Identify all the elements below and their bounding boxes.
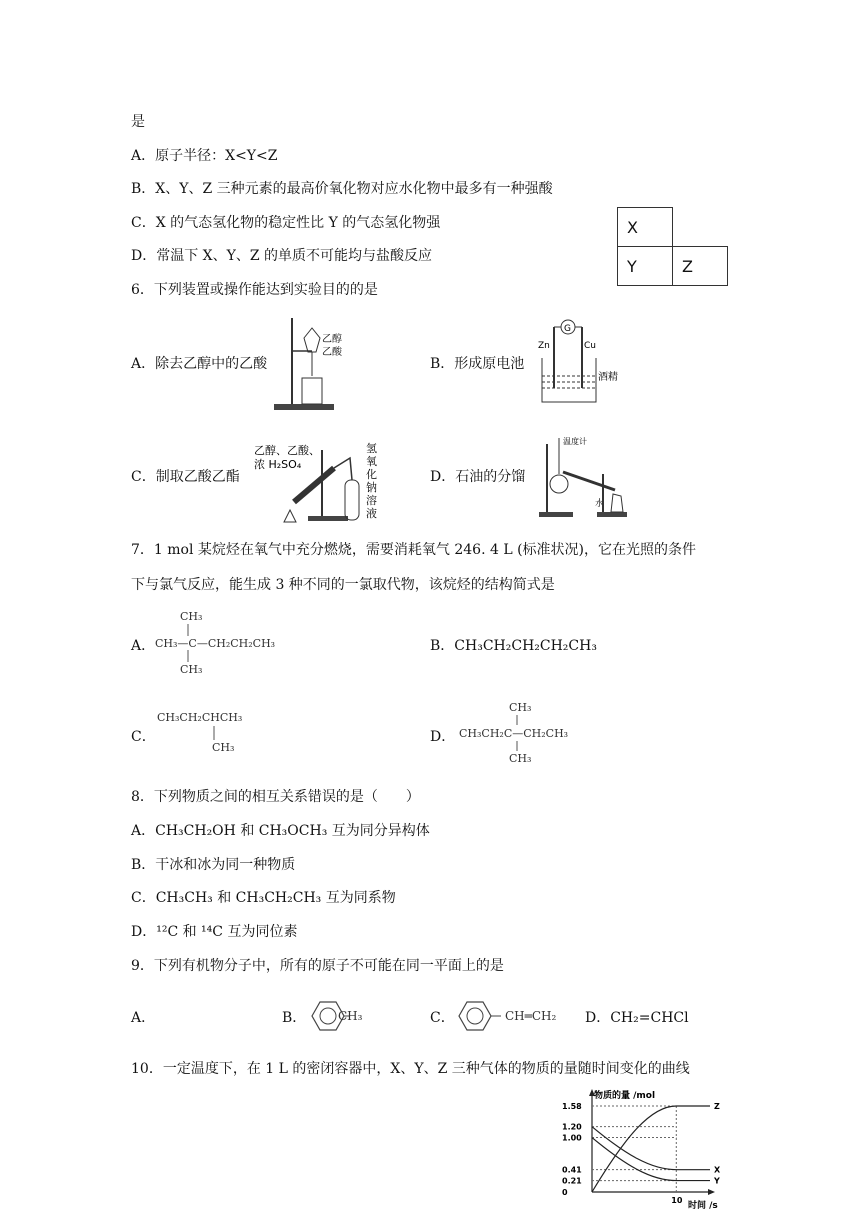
fig-c-naoh-6: 液 (366, 507, 377, 520)
q8-option-b: B．干冰和冰为同一种物质 (131, 857, 296, 873)
separatory-funnel-figure (272, 316, 348, 416)
fig-b-cu: Cu (584, 341, 596, 351)
q7-a-bonds (184, 622, 194, 666)
fig-c-naoh-3: 化 (366, 468, 377, 481)
q6-option-b: B．形成原电池 (430, 356, 525, 372)
fig-d-water: 水 (595, 499, 605, 509)
q6-option-d: D．石油的分馏 (430, 469, 526, 485)
q7-c-bond (210, 724, 220, 742)
q5-option-a: A．原子半径：X<Y<Z (131, 148, 278, 164)
q7-stem-line2: 下与氯气反应，能生成 3 种不同的一氯取代物，该烷烃的结构简式是 (131, 577, 555, 593)
series-line-y (592, 1138, 710, 1181)
q7-option-b: B．CH₃CH₂CH₂CH₂CH₃ (430, 638, 597, 654)
distillation-figure (537, 434, 633, 520)
grid-cell-empty (673, 208, 728, 247)
y-tick-label: 1.00 (562, 1133, 582, 1143)
toluene-methyl: CH₃ (338, 1009, 363, 1023)
grid-cell-z: Z (673, 247, 728, 286)
q9-option-b: B． (282, 1010, 307, 1026)
q7-a-bot: CH₃ (180, 663, 203, 676)
fig-b-galvanometer: G (564, 324, 571, 334)
q9-stem: 9．下列有机物分子中，所有的原子不可能在同一平面上的是 (131, 958, 504, 974)
q8-option-d: D．¹²C 和 ¹⁴C 互为同位素 (131, 924, 298, 940)
series-label-z: Z (714, 1101, 720, 1111)
q5-option-c: C．X 的气态氢化物的稳定性比 Y 的气态氢化物强 (131, 215, 441, 231)
fig-c-naoh-1: 氢 (366, 442, 377, 455)
q7-stem-line1: 7．1 mol 某烷烃在氧气中充分燃烧，需要消耗氧气 246. 4 L (标准状况)，它在光照的条件 (131, 542, 696, 558)
ester-preparation-figure (252, 440, 382, 526)
q9-option-c: C． (430, 1010, 455, 1026)
q6-stem: 6．下列装置或操作能达到实验目的的是 (131, 282, 378, 298)
series-line-z (592, 1106, 710, 1192)
x-tick-label: 10 (671, 1196, 683, 1205)
y-tick-label: 1.20 (562, 1122, 582, 1132)
continuation-text: 是 (131, 114, 145, 130)
fig-a-label-acid: 乙酸 (322, 347, 342, 358)
grid-cell-x: X (618, 208, 673, 247)
y-tick-label: 0 (562, 1188, 568, 1197)
fig-b-zn: Zn (538, 341, 550, 351)
q10-line-chart (560, 1088, 730, 1212)
y-axis-label: 物质的量 /mol (594, 1091, 656, 1101)
q8-option-a: A．CH₃CH₂OH 和 CH₃OCH₃ 互为同分异构体 (131, 823, 430, 839)
y-tick-label: 0.41 (562, 1165, 582, 1175)
fig-c-reagents-1: 乙醇、乙酸、 (254, 444, 320, 457)
q7-d-top: CH₃ (509, 701, 532, 714)
series-label-x: X (714, 1165, 721, 1175)
q9-option-a: A． (131, 1010, 156, 1026)
q6-option-c: C．制取乙酸乙酯 (131, 469, 240, 485)
fig-b-alcohol: 酒精 (598, 372, 618, 383)
fig-c-reagents-2: 浓 H₂SO₄ (254, 458, 302, 471)
fig-d-thermometer: 温度计 (563, 437, 587, 446)
q7-option-d-label: D． (430, 729, 456, 745)
periodic-grid (617, 207, 728, 286)
q5-option-d: D．常温下 X、Y、Z 的单质不可能均与盐酸反应 (131, 248, 433, 264)
fig-c-naoh-5: 溶 (366, 494, 377, 507)
q7-c-bot: CH₃ (212, 741, 235, 754)
styrene-structure (455, 996, 503, 1036)
q7-option-a-label: A． (131, 638, 156, 654)
q7-d-mid: CH₃CH₂C—CH₂CH₃ (459, 727, 569, 740)
fig-a-label-ethanol: 乙醇 (322, 334, 342, 345)
q5-option-b: B．X、Y、Z 三种元素的最高价氧化物对应水化物中最多有一种强酸 (131, 181, 553, 197)
grid-cell-y: Y (618, 247, 673, 286)
q7-a-mid: CH₃—C—CH₂CH₂CH₃ (155, 637, 276, 650)
q8-option-c: C．CH₃CH₃ 和 CH₃CH₂CH₃ 互为同系物 (131, 890, 396, 906)
q10-stem: 10．一定温度下，在 1 L 的密闭容器中，X、Y、Z 三种气体的物质的量随时间变化的曲线 (131, 1061, 690, 1077)
y-tick-label: 1.58 (562, 1101, 582, 1111)
styrene-vinyl: CH═CH₂ (505, 1009, 557, 1023)
fig-c-naoh-2: 氧 (366, 455, 377, 468)
q7-c-top: CH₃CH₂CHCH₃ (157, 711, 243, 724)
x-axis-label: 时间 /s (688, 1201, 718, 1211)
q7-option-c-label: C． (131, 729, 156, 745)
q8-stem: 8．下列物质之间的相互关系错误的是（ ） (131, 789, 420, 805)
series-label-y: Y (714, 1176, 720, 1186)
fig-c-naoh-4: 钠 (366, 481, 377, 494)
galvanic-cell-figure (538, 318, 624, 408)
q7-a-top: CH₃ (180, 610, 203, 623)
x-axis-arrow (708, 1189, 715, 1195)
q9-option-d: D．CH₂=CHCl (585, 1010, 689, 1026)
q7-d-bot: CH₃ (509, 752, 532, 765)
q6-option-a: A．除去乙醇中的乙酸 (131, 356, 268, 372)
y-tick-label: 0.21 (562, 1176, 582, 1186)
